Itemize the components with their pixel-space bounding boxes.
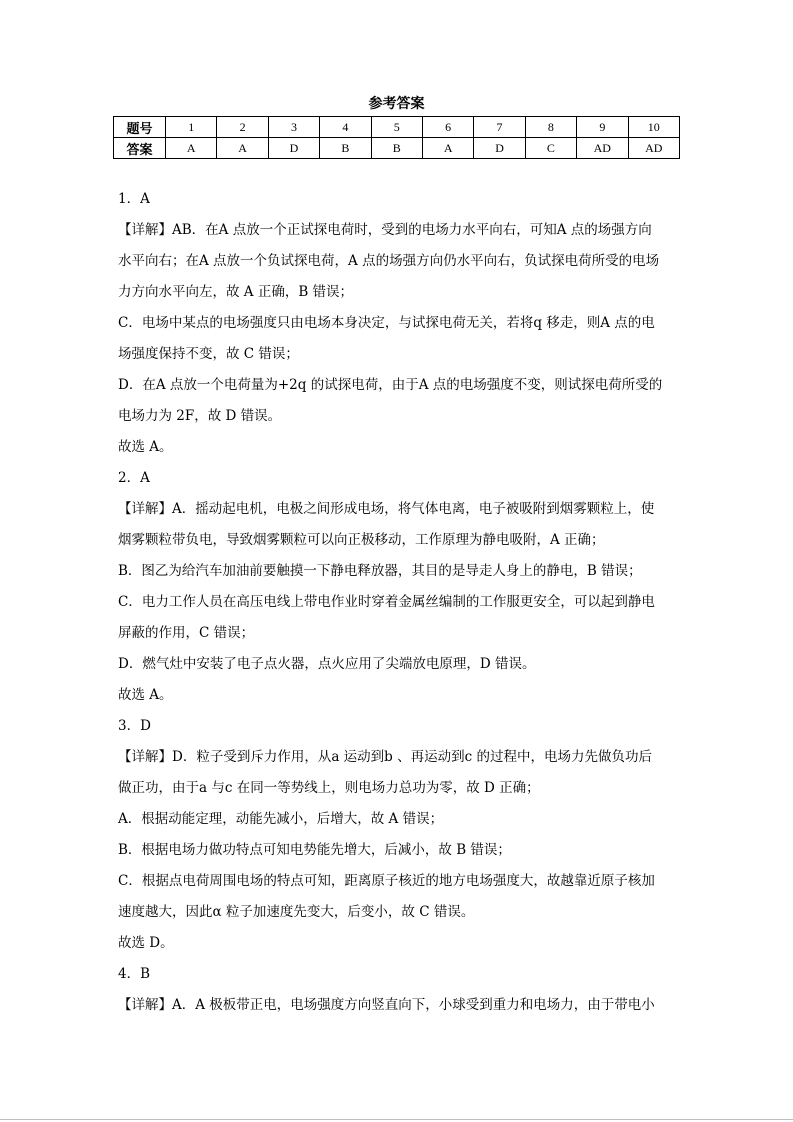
question-number-cell: 8 bbox=[525, 117, 576, 138]
explanation-line: 速度越大，因此α 粒子加速度先变大，后变小，故 C 错误。 bbox=[118, 904, 475, 920]
question-number-cell: 2 bbox=[217, 117, 268, 138]
explanation-line: A．根据动能定理，动能先减小，后增大，故 A 错误； bbox=[118, 811, 444, 827]
answer-cell: A bbox=[217, 138, 268, 159]
explanation-line: 【详解】AB．在A 点放一个正试探电荷时，受到的电场力水平向右，可知A 点的场强方向 bbox=[118, 222, 652, 238]
explanation-line: 做正功，由于a 与c 在同一等势线上，则电场力总功为零，故 D 正确； bbox=[118, 780, 540, 796]
conclusion-line: 故选 A。 bbox=[118, 687, 173, 703]
answer-cell: AD bbox=[628, 138, 679, 159]
explanation-line: 【详解】A．A 极板带正电，电场强度方向竖直向下，小球受到重力和电场力，由于带电小 bbox=[118, 997, 655, 1013]
question-number-cell: 1 bbox=[166, 117, 217, 138]
question-number-cell: 4 bbox=[320, 117, 371, 138]
answer-cell: AD bbox=[577, 138, 628, 159]
explanation-line: B．根据电场力做功特点可知电势能先增大，后减小，故 B 错误； bbox=[118, 842, 511, 858]
explanation-line: C．根据点电荷周围电场的特点可知，距离原子核近的地方电场强度大，故越靠近原子核加 bbox=[118, 873, 655, 889]
explanation-line: 屏蔽的作用，C 错误； bbox=[118, 625, 255, 641]
answer-cell: B bbox=[371, 138, 422, 159]
conclusion-line: 故选 D。 bbox=[118, 935, 174, 951]
question-number-cell: 5 bbox=[371, 117, 422, 138]
explanation-line: 【详解】D．粒子受到斥力作用，从a 运动到b 、再运动到c 的过程中，电场力先做负功后 bbox=[118, 749, 652, 765]
question-number-cell: 7 bbox=[474, 117, 525, 138]
answer-heading-4: 4．B bbox=[118, 966, 151, 982]
page-bottom-divider bbox=[0, 1119, 793, 1120]
explanation-line: 【详解】A．摇动起电机，电极之间形成电场，将气体电离，电子被吸附到烟雾颗粒上，使 bbox=[118, 501, 655, 517]
question-number-cell: 10 bbox=[628, 117, 679, 138]
answer-cell: D bbox=[474, 138, 525, 159]
answer-heading-1: 1．A bbox=[118, 191, 150, 207]
explanation-line: B．图乙为给汽车加油前要触摸一下静电释放器，其目的是导走人身上的静电，B 错误； bbox=[118, 563, 642, 579]
answer-heading-3: 3．D bbox=[118, 718, 151, 734]
answer-heading-2: 2．A bbox=[118, 470, 150, 486]
answer-cell: A bbox=[166, 138, 217, 159]
row-header-question-number: 题号 bbox=[114, 117, 166, 138]
explanation-line: 场强度保持不变，故 C 错误； bbox=[118, 346, 299, 362]
explanation-line: 水平向右；在A 点放一个负试探电荷，A 点的场强方向仍水平向右，负试探电荷所受的电场 bbox=[118, 253, 660, 269]
answer-cell: A bbox=[422, 138, 473, 159]
answer-cell: D bbox=[268, 138, 319, 159]
question-number-cell: 9 bbox=[577, 117, 628, 138]
explanation-line: 电场力为 2F，故 D 错误。 bbox=[118, 408, 282, 424]
explanation-line: D．在A 点放一个电荷量为+2q 的试探电荷，由于A 点的电场强度不变，则试探电荷所受的 bbox=[118, 377, 663, 393]
conclusion-line: 故选 A。 bbox=[118, 439, 173, 455]
table-row-answers bbox=[114, 138, 680, 159]
table-row-numbers bbox=[114, 117, 680, 138]
page-title: 参考答案 bbox=[368, 96, 425, 112]
explanation-line: 烟雾颗粒带负电，导致烟雾颗粒可以向正极移动，工作原理为静电吸附，A 正确； bbox=[118, 532, 605, 548]
explanation-line: C．电场中某点的电场强度只由电场本身决定，与试探电荷无关，若将q 移走，则A 点的电 bbox=[118, 315, 655, 331]
question-number-cell: 3 bbox=[268, 117, 319, 138]
answer-cell: C bbox=[525, 138, 576, 159]
explanation-line: 力方向水平向左，故 A 正确，B 错误； bbox=[118, 284, 354, 300]
explanation-line: C．电力工作人员在高压电线上带电作业时穿着金属丝编制的工作服更安全，可以起到静电 bbox=[118, 594, 655, 610]
answer-cell: B bbox=[320, 138, 371, 159]
question-number-cell: 6 bbox=[422, 117, 473, 138]
row-header-answer: 答案 bbox=[114, 138, 166, 159]
explanation-line: D．燃气灶中安装了电子点火器，点火应用了尖端放电原理，D 错误。 bbox=[118, 656, 536, 672]
explanation-body bbox=[118, 184, 680, 1021]
answer-table bbox=[113, 116, 680, 159]
